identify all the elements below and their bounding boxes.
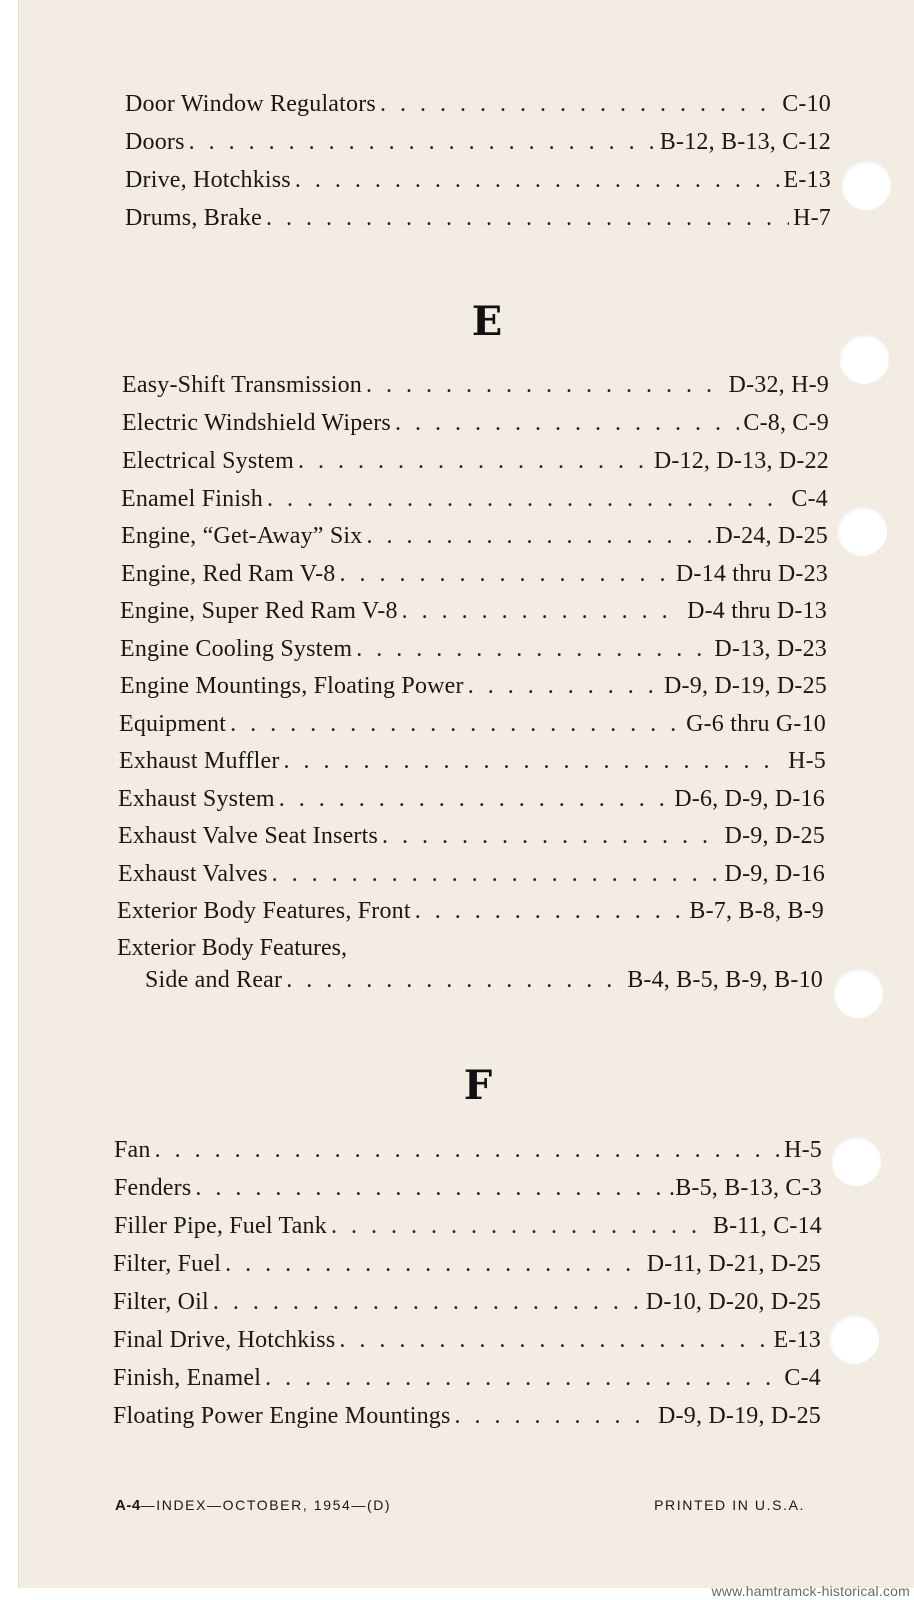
leader-dots — [155, 1132, 780, 1168]
entry-term: Engine, Red Ram V-8 — [121, 561, 336, 587]
entry-term: Filter, Fuel — [113, 1251, 222, 1277]
index-entry — [125, 124, 831, 160]
entry-term: Drums, Brake — [125, 205, 263, 231]
entry-ref: E-13 — [783, 167, 831, 193]
entry-ref: E-13 — [773, 1327, 821, 1353]
index-entry — [120, 593, 827, 629]
leader-dots — [339, 556, 671, 592]
entry-ref: D-9, D-19, D-25 — [658, 1403, 821, 1429]
leader-dots — [468, 668, 660, 704]
entry-ref: B-4, B-5, B-9, B-10 — [627, 967, 823, 993]
leader-dots — [395, 405, 739, 441]
index-entry — [120, 631, 827, 667]
index-entry — [121, 481, 828, 517]
entry-term: Engine Mountings, Floating Power — [120, 673, 464, 699]
leader-dots — [272, 856, 721, 892]
entry-term: Door Window Regulators — [125, 91, 376, 117]
entry-term: Electrical System — [122, 448, 295, 474]
page-footer — [115, 1492, 805, 1518]
entry-term: Exhaust Valve Seat Inserts — [118, 823, 379, 849]
binder-hole — [829, 1314, 879, 1364]
index-entry — [118, 781, 825, 817]
entry-term: Filter, Oil — [113, 1289, 209, 1315]
leader-dots — [266, 200, 789, 236]
index-entry — [120, 668, 827, 704]
leader-dots — [279, 781, 670, 817]
entry-ref: G-6 thru G-10 — [686, 711, 826, 737]
entry-term: Exhaust Valves — [118, 861, 268, 887]
binder-hole — [839, 334, 889, 384]
entry-term: Drive, Hotchkiss — [125, 167, 291, 193]
entry-ref: D-10, D-20, D-25 — [645, 1289, 821, 1315]
index-entry — [122, 405, 829, 441]
entry-ref: H-5 — [788, 748, 826, 774]
entry-ref: B-12, B-13, C-12 — [659, 129, 831, 155]
index-entry — [114, 1208, 822, 1244]
index-entry — [119, 743, 826, 779]
entry-ref: C-4 — [784, 1365, 821, 1391]
entry-term: Engine Cooling System — [120, 636, 353, 662]
index-entry — [125, 162, 831, 198]
leader-dots — [284, 743, 785, 779]
footer-index-line — [115, 1492, 391, 1519]
leader-dots — [366, 518, 711, 554]
entry-ref: D-9, D-19, D-25 — [664, 673, 827, 699]
entry-term: Filler Pipe, Fuel Tank — [114, 1213, 327, 1239]
leader-dots — [331, 1208, 709, 1244]
index-entry — [117, 893, 824, 929]
leader-dots — [195, 1170, 665, 1206]
entry-term: Equipment — [119, 711, 227, 737]
section-letter-f: F — [463, 1062, 493, 1109]
page-number: A-4 — [115, 1497, 141, 1514]
entry-term: Floating Power Engine Mountings — [113, 1403, 451, 1429]
index-entry — [122, 443, 829, 479]
leader-dots — [380, 86, 778, 122]
entry-term: Fenders — [114, 1175, 192, 1201]
entry-ref: C-8, C-9 — [743, 410, 829, 436]
index-entry — [113, 1322, 821, 1358]
entry-ref: D-6, D-9, D-16 — [674, 786, 825, 812]
leader-dots — [213, 1284, 642, 1320]
leader-dots — [225, 1246, 643, 1282]
entry-term: Exterior Body Features, Front — [117, 898, 411, 924]
entry-term: Finish, Enamel — [113, 1365, 262, 1391]
index-entry — [118, 856, 825, 892]
entry-ref: C-10 — [782, 91, 831, 117]
entry-ref: H-5 — [784, 1137, 822, 1163]
index-entry — [121, 556, 828, 592]
entry-ref: D-13, D-23 — [714, 636, 827, 662]
leader-dots — [295, 162, 780, 198]
entry-term: Final Drive, Hotchkiss — [113, 1327, 336, 1353]
index-entry — [113, 1246, 821, 1282]
entry-term: Exhaust System — [118, 786, 275, 812]
index-entry — [145, 962, 823, 998]
leader-dots — [267, 481, 787, 517]
binder-hole — [837, 506, 887, 556]
index-entry — [125, 86, 831, 122]
index-entry — [113, 1284, 821, 1320]
leader-dots — [265, 1360, 780, 1396]
leader-dots — [402, 593, 683, 629]
entry-term: Doors — [125, 129, 185, 155]
entry-term: Engine, “Get-Away” Six — [121, 523, 363, 549]
binder-hole — [831, 1136, 881, 1186]
entry-ref: D-32, H-9 — [728, 372, 829, 398]
index-entry — [122, 367, 829, 403]
leader-dots — [230, 706, 682, 742]
index-entry — [119, 706, 826, 742]
entry-term: Engine, Super Red Ram V-8 — [120, 598, 398, 624]
leader-dots — [356, 631, 710, 667]
entry-ref: C-4 — [791, 486, 828, 512]
binder-hole — [841, 160, 891, 210]
entry-term: Enamel Finish — [121, 486, 263, 512]
index-entry — [114, 1132, 822, 1168]
entry-ref: B-7, B-8, B-9 — [689, 898, 824, 924]
entry-ref: D-4 thru D-13 — [687, 598, 827, 624]
entry-ref: D-9, D-16 — [724, 861, 825, 887]
index-entry — [113, 1398, 821, 1434]
index-entry — [118, 818, 825, 854]
leader-dots — [189, 124, 656, 160]
index-entry — [113, 1360, 821, 1396]
index-entry — [114, 1170, 822, 1206]
entry-ref: D-11, D-21, D-25 — [646, 1251, 821, 1277]
entry-ref: D-24, D-25 — [715, 523, 828, 549]
leader-dots — [382, 818, 721, 854]
entry-term: Exhaust Muffler — [119, 748, 280, 774]
leader-dots — [366, 367, 725, 403]
entry-term: Easy-Shift Transmission — [122, 372, 362, 398]
entry-ref: D-9, D-25 — [724, 823, 825, 849]
leader-dots — [339, 1322, 769, 1358]
binder-hole — [833, 968, 883, 1018]
index-entry — [121, 518, 828, 554]
leader-dots — [298, 443, 650, 479]
entry-ref: B-11, C-14 — [712, 1213, 822, 1239]
leader-dots — [455, 1398, 654, 1434]
entry-ref: D-12, D-13, D-22 — [653, 448, 829, 474]
entry-term-line1: Exterior Body Features, — [117, 935, 347, 961]
printed-in-usa: PRINTED IN U.S.A. — [654, 1497, 805, 1513]
entry-term: Electric Windshield Wipers — [122, 410, 391, 436]
footer-index-text: —INDEX—OCTOBER, 1954—(D) — [140, 1497, 392, 1513]
leader-dots — [415, 893, 686, 929]
watermark: www.hamtramck-historical.com — [711, 1583, 910, 1599]
entry-ref: .B-5, B-13, C-3 — [669, 1175, 822, 1201]
entry-term-line2: Side and Rear — [145, 967, 283, 993]
entry-ref: D-14 thru D-23 — [675, 561, 828, 587]
entry-term: Fan — [114, 1137, 151, 1163]
index-entry — [125, 200, 831, 236]
section-letter-e: E — [471, 298, 503, 345]
leader-dots — [286, 962, 623, 998]
entry-ref: H-7 — [793, 205, 831, 231]
